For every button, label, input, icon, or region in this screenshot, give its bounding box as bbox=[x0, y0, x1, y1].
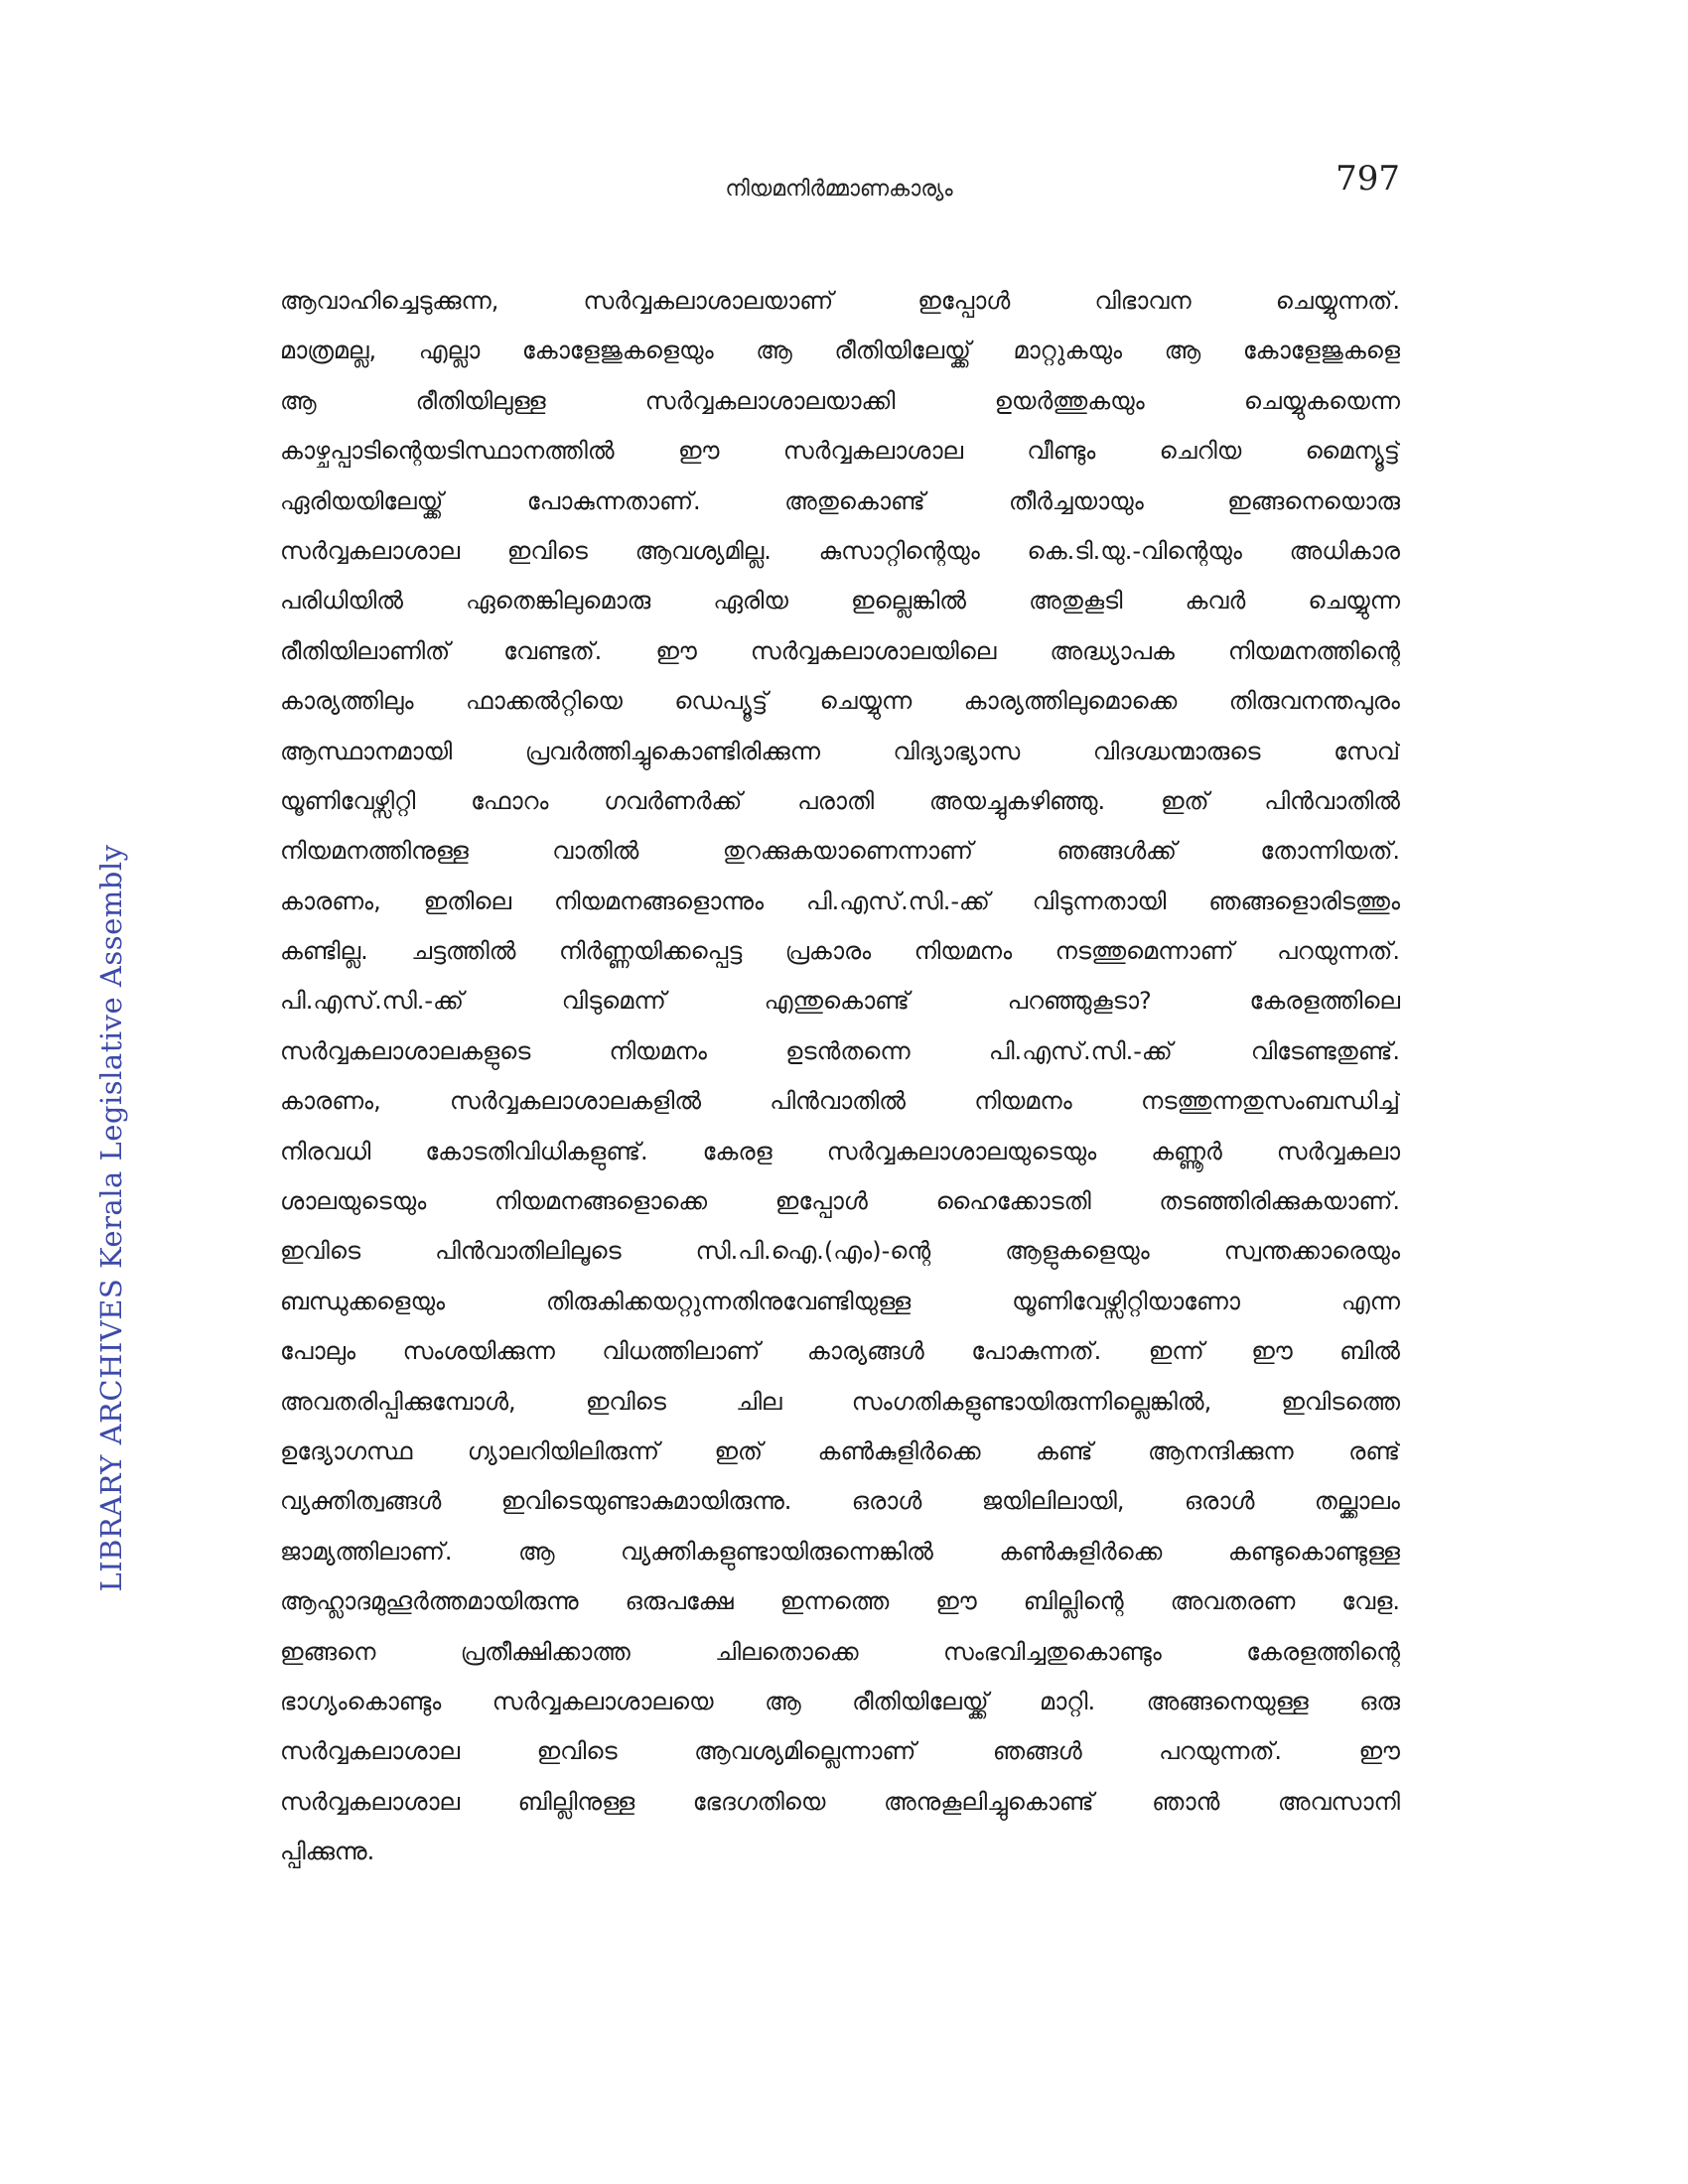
text-line: ഏരിയയിലേയ്ക്ക് പോകുന്നതാണ്. അതുകൊണ്ട് തീർച്ചയായും ഇങ്ങനെയൊരു bbox=[280, 486, 1400, 515]
body-text bbox=[280, 276, 1400, 1877]
text-line: ഇങ്ങനെ പ്രതീക്ഷിക്കാത്ത ചിലതൊക്കെ സംഭവിച്ചതുകൊണ്ടും കേരളത്തിന്റെ bbox=[280, 1637, 1400, 1666]
text-line: കാരണം, ഇതിലെ നിയമനങ്ങളൊന്നും പി.എസ്.സി.-ക്ക് വിടുന്നതായി ഞങ്ങളൊരിടത്തും bbox=[280, 887, 1400, 915]
text-line: അവതരിപ്പിക്കുമ്പോൾ, ഇവിടെ ചില സംഗതികളുണ്ടായിരുന്നില്ലെങ്കിൽ, ഇവിടത്തെ bbox=[280, 1387, 1400, 1416]
text-line: കണ്ടില്ല. ചട്ടത്തിൽ നിർണ്ണയിക്കപ്പെട്ട പ്രകാരം നിയമനം നടത്തുമെന്നാണ് പറയുന്നത്. bbox=[280, 937, 1400, 966]
text-line: യൂണിവേഴ്സിറ്റി ഫോറം ഗവർണർക്ക് പരാതി അയച്ചുകഴിഞ്ഞു. ഇത് പിൻവാതിൽ bbox=[280, 786, 1400, 815]
text-line: പ്പിക്കുന്നു. bbox=[280, 1838, 375, 1866]
text-line: ഇവിടെ പിൻവാതിലിലൂടെ സി.പി.ഐ.(എം)-ന്റെ ആളുകളെയും സ്വന്തക്കാരെയും bbox=[280, 1237, 1400, 1266]
text-line: സർവ്വകലാശാലകളുടെ നിയമനം ഉടൻതന്നെ പി.എസ്.സി.-ക്ക് വിടേണ്ടതുണ്ട്. bbox=[280, 1036, 1400, 1065]
text-line: രീതിയിലാണിത് വേണ്ടത്. ഈ സർവ്വകലാശാലയിലെ അദ്ധ്യാപക നിയമനത്തിന്റെ bbox=[280, 636, 1400, 665]
text-line: നിരവധി കോടതിവിധികളുണ്ട്. കേരള സർവ്വകലാശാലയുടെയും കണ്ണൂർ സർവ്വകലാ bbox=[280, 1137, 1400, 1165]
text-line: മാത്രമല്ല, എല്ലാ കോളേജുകളെയും ആ രീതിയിലേയ്ക്ക് മാറ്റുകയും ആ കോളേജുകളെ bbox=[280, 337, 1400, 365]
text-line: ഉദ്യോഗസ്ഥ ഗ്യാലറിയിലിരുന്ന് ഇത് കൺകുളിർക്കെ കണ്ട് ആനന്ദിക്കുന്ന രണ്ട് bbox=[280, 1436, 1400, 1465]
text-line: ജാമ്യത്തിലാണ്. ആ വ്യക്തികളുണ്ടായിരുന്നെങ്കിൽ കൺകുളിർക്കെ കണ്ടുകൊണ്ടുള്ള bbox=[280, 1537, 1400, 1566]
text-line: പി.എസ്.സി.-ക്ക് വിടുമെന്ന് എന്തുകൊണ്ട് പറഞ്ഞുകൂടാ? കേരളത്തിലെ bbox=[280, 987, 1400, 1016]
text-line: ശാലയുടെയും നിയമനങ്ങളൊക്കെ ഇപ്പോൾ ഹൈക്കോടതി തടഞ്ഞിരിക്കുകയാണ്. bbox=[280, 1187, 1400, 1216]
text-line: പരിധിയിൽ ഏതെങ്കിലുമൊരു ഏരിയ ഇല്ലെങ്കിൽ അതുകൂടി കവർ ചെയ്യുന്ന bbox=[280, 587, 1400, 615]
text-line: കാരണം, സർവ്വകലാശാലകളിൽ പിൻവാതിൽ നിയമനം നടത്തുന്നതുസംബന്ധിച്ച് bbox=[280, 1087, 1400, 1116]
text-line: സർവ്വകലാശാല ഇവിടെ ആവശ്യമില്ല. കുസാറ്റിന്റെയും കെ.ടി.യു.-വിന്റെയും അധികാര bbox=[280, 536, 1400, 565]
running-head: നിയമനിർമ്മാണകാര്യം bbox=[725, 177, 953, 202]
text-line: ആഹ്ലാദമുഹൂർത്തമായിരുന്നു ഒരുപക്ഷേ ഇന്നത്തെ ഈ ബില്ലിന്റെ അവതരണ വേള. bbox=[280, 1587, 1400, 1616]
text-line: കാര്യത്തിലും ഫാക്കൽറ്റിയെ ഡെപ്യൂട്ട് ചെയ്യുന്ന കാര്യത്തിലുമൊക്കെ തിരുവനന്തപുരം bbox=[280, 687, 1400, 716]
text-line: സർവ്വകലാശാല ഇവിടെ ആവശ്യമില്ലെന്നാണ് ഞങ്ങൾ പറയുന്നത്. ഈ bbox=[280, 1737, 1400, 1766]
archive-watermark: LIBRARY ARCHIVES Kerala Legislative Assembly bbox=[94, 844, 128, 1592]
text-line: കാഴ്ചപ്പാടിന്റെയടിസ്ഥാനത്തിൽ ഈ സർവ്വകലാശാല വീണ്ടും ചെറിയ മൈന്യൂട്ട് bbox=[280, 437, 1400, 466]
page-header bbox=[278, 159, 1400, 218]
text-line: ബന്ധുക്കളെയും തിരുകിക്കയറ്റുന്നതിനുവേണ്ടിയുള്ള യൂണിവേഴ്സിറ്റിയാണോ എന്ന bbox=[280, 1287, 1400, 1315]
text-line: ഭാഗ്യംകൊണ്ടും സർവ്വകലാശാലയെ ആ രീതിയിലേയ്ക്ക് മാറ്റി. അങ്ങനെയുള്ള ഒരു bbox=[280, 1687, 1400, 1715]
text-line: സർവ്വകലാശാല ബില്ലിനുള്ള ഭേദഗതിയെ അനുകൂലിച്ചുകൊണ്ട് ഞാൻ അവസാനി bbox=[280, 1787, 1400, 1816]
text-line: പോലും സംശയിക്കുന്ന വിധത്തിലാണ് കാര്യങ്ങൾ പോകുന്നത്. ഇന്ന് ഈ ബിൽ bbox=[280, 1337, 1400, 1366]
text-line: ആ രീതിയിലുള്ള സർവ്വകലാശാലയാക്കി ഉയർത്തുകയും ചെയ്യുകയെന്ന bbox=[280, 386, 1400, 415]
text-line: ആസ്ഥാനമായി പ്രവർത്തിച്ചുകൊണ്ടിരിക്കുന്ന വിദ്യാഭ്യാസ വിദഗ്ദ്ധന്മാരുടെ സേവ് bbox=[280, 737, 1400, 765]
text-line: നിയമനത്തിനുള്ള വാതിൽ തുറക്കുകയാണെന്നാണ് ഞങ്ങൾക്ക് തോന്നിയത്. bbox=[280, 837, 1400, 866]
page-number: 797 bbox=[1336, 159, 1400, 199]
text-line: ആവാഹിച്ചെടുക്കുന്ന, സർവ്വകലാശാലയാണ് ഇപ്പോൾ വിഭാവന ചെയ്യുന്നത്. bbox=[280, 287, 1400, 315]
text-line: വ്യക്തിത്വങ്ങൾ ഇവിടെയുണ്ടാകുമായിരുന്നു. ഒരാൾ ജയിലിലായി, ഒരാൾ തല്ക്കാലം bbox=[280, 1487, 1400, 1516]
